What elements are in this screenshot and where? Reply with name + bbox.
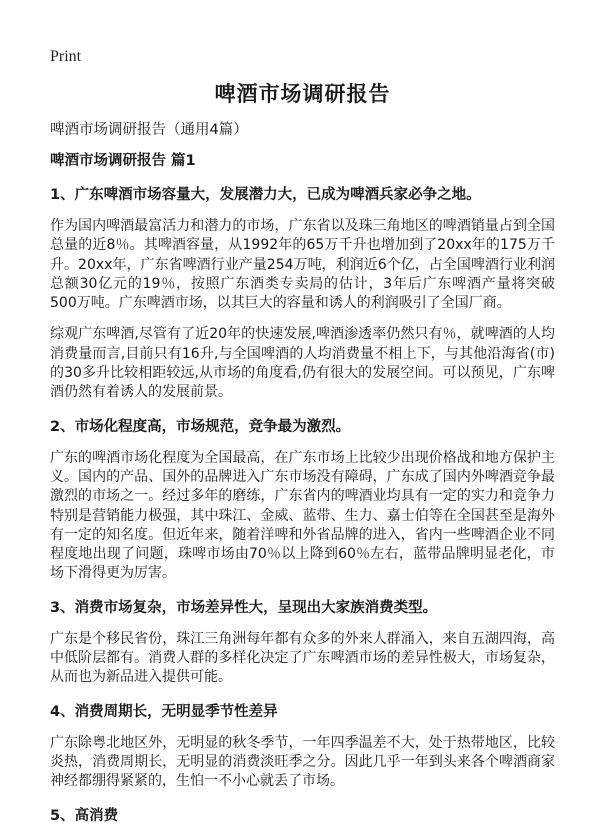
paragraph: 综观广东啤酒,尽管有了近20年的快速发展,啤酒渗透率仍然只有％，就啤酒的人均消费量而言,目前只有16升,与全国啤酒的人均消费量不相上下，与其他沿海省(市)的30多升比较相距较远,从市场的角度看,仍有很大的发展空间。可以预见，广东啤酒仍然有着诱人的发展前景。 xyxy=(50,326,555,401)
section-heading-1: 1、广东啤酒市场容量大，发展潜力大，已成为啤酒兵家必争之地。 xyxy=(50,187,481,203)
article-title: 啤酒市场调研报告 篇1 xyxy=(50,153,196,169)
section-heading-4: 4、消费周期长，无明显季节性差异 xyxy=(50,703,278,720)
section-heading-3: 3、消费市场复杂，市场差异性大，呈现出大家族消费类型。 xyxy=(50,599,438,616)
paragraph: 广东的啤酒市场化程度为全国最高，在广东市场上比较少出现价格战和地方保护主义。国内的产品、国外的品牌进入广东市场没有障碍，广东成了国内外啤酒竞争最激烈的市场之一。经过多年的磨练，广东省内的啤酒业均具有一定的实力和竞争力特别是营销能力极强，其中珠江、金威、蓝带、生力、嘉士伯等在全国甚至是海外有一定的知名度。但近年来，随着洋啤和外省品牌的进入，省内一些啤酒企业不同程度地出现了问题，珠啤市场由70％以上降到60％左右，蓝带品牌明显老化，市场下滑得更为厉害。 xyxy=(50,449,555,582)
section-heading-2: 2、市场化程度高，市场规范，竞争最为激烈。 xyxy=(50,418,351,435)
document-title: 啤酒市场调研报告 xyxy=(214,82,391,106)
section-heading-5: 5、高消费 xyxy=(50,807,119,824)
print-button[interactable]: Print xyxy=(50,48,82,65)
paragraph: 广东是个移民省份，珠江三角洲每年都有众多的外来人群涌入，来自五湖四海，高中低阶层都有。消费人群的多样化决定了广东啤酒市场的差异性极大，市场复杂，从而也为新品进入提供可能。 xyxy=(50,630,555,686)
document-subtitle: 啤酒市场调研报告（通用4篇） xyxy=(50,122,248,138)
paragraph: 作为国内啤酒最富活力和潜力的市场，广东省以及珠三角地区的啤酒销量占到全国总量的近8％。其啤酒容量，从1992年的65万千升也增加到了20xx年的175万千升。20xx年，广东省啤酒行业产量254万吨，利润近6个亿，占全国啤酒行业利润总额30亿元的19％，按照广东酒类专卖局的估计，3年后广东啤酒产量将突破500万吨。广东啤酒市场，以其巨大的容量和诱人的利润吸引了全国厂商。 xyxy=(50,218,555,312)
paragraph: 广东除粤北地区外，无明显的秋冬季节，一年四季温差不大，处于热带地区，比较炎热，消费周期长，无明显的消费淡旺季之分。因此几乎一年到头来各个啤酒商家神经都绷得紧紧的，生怕一不小心就丢了市场。 xyxy=(50,734,555,790)
